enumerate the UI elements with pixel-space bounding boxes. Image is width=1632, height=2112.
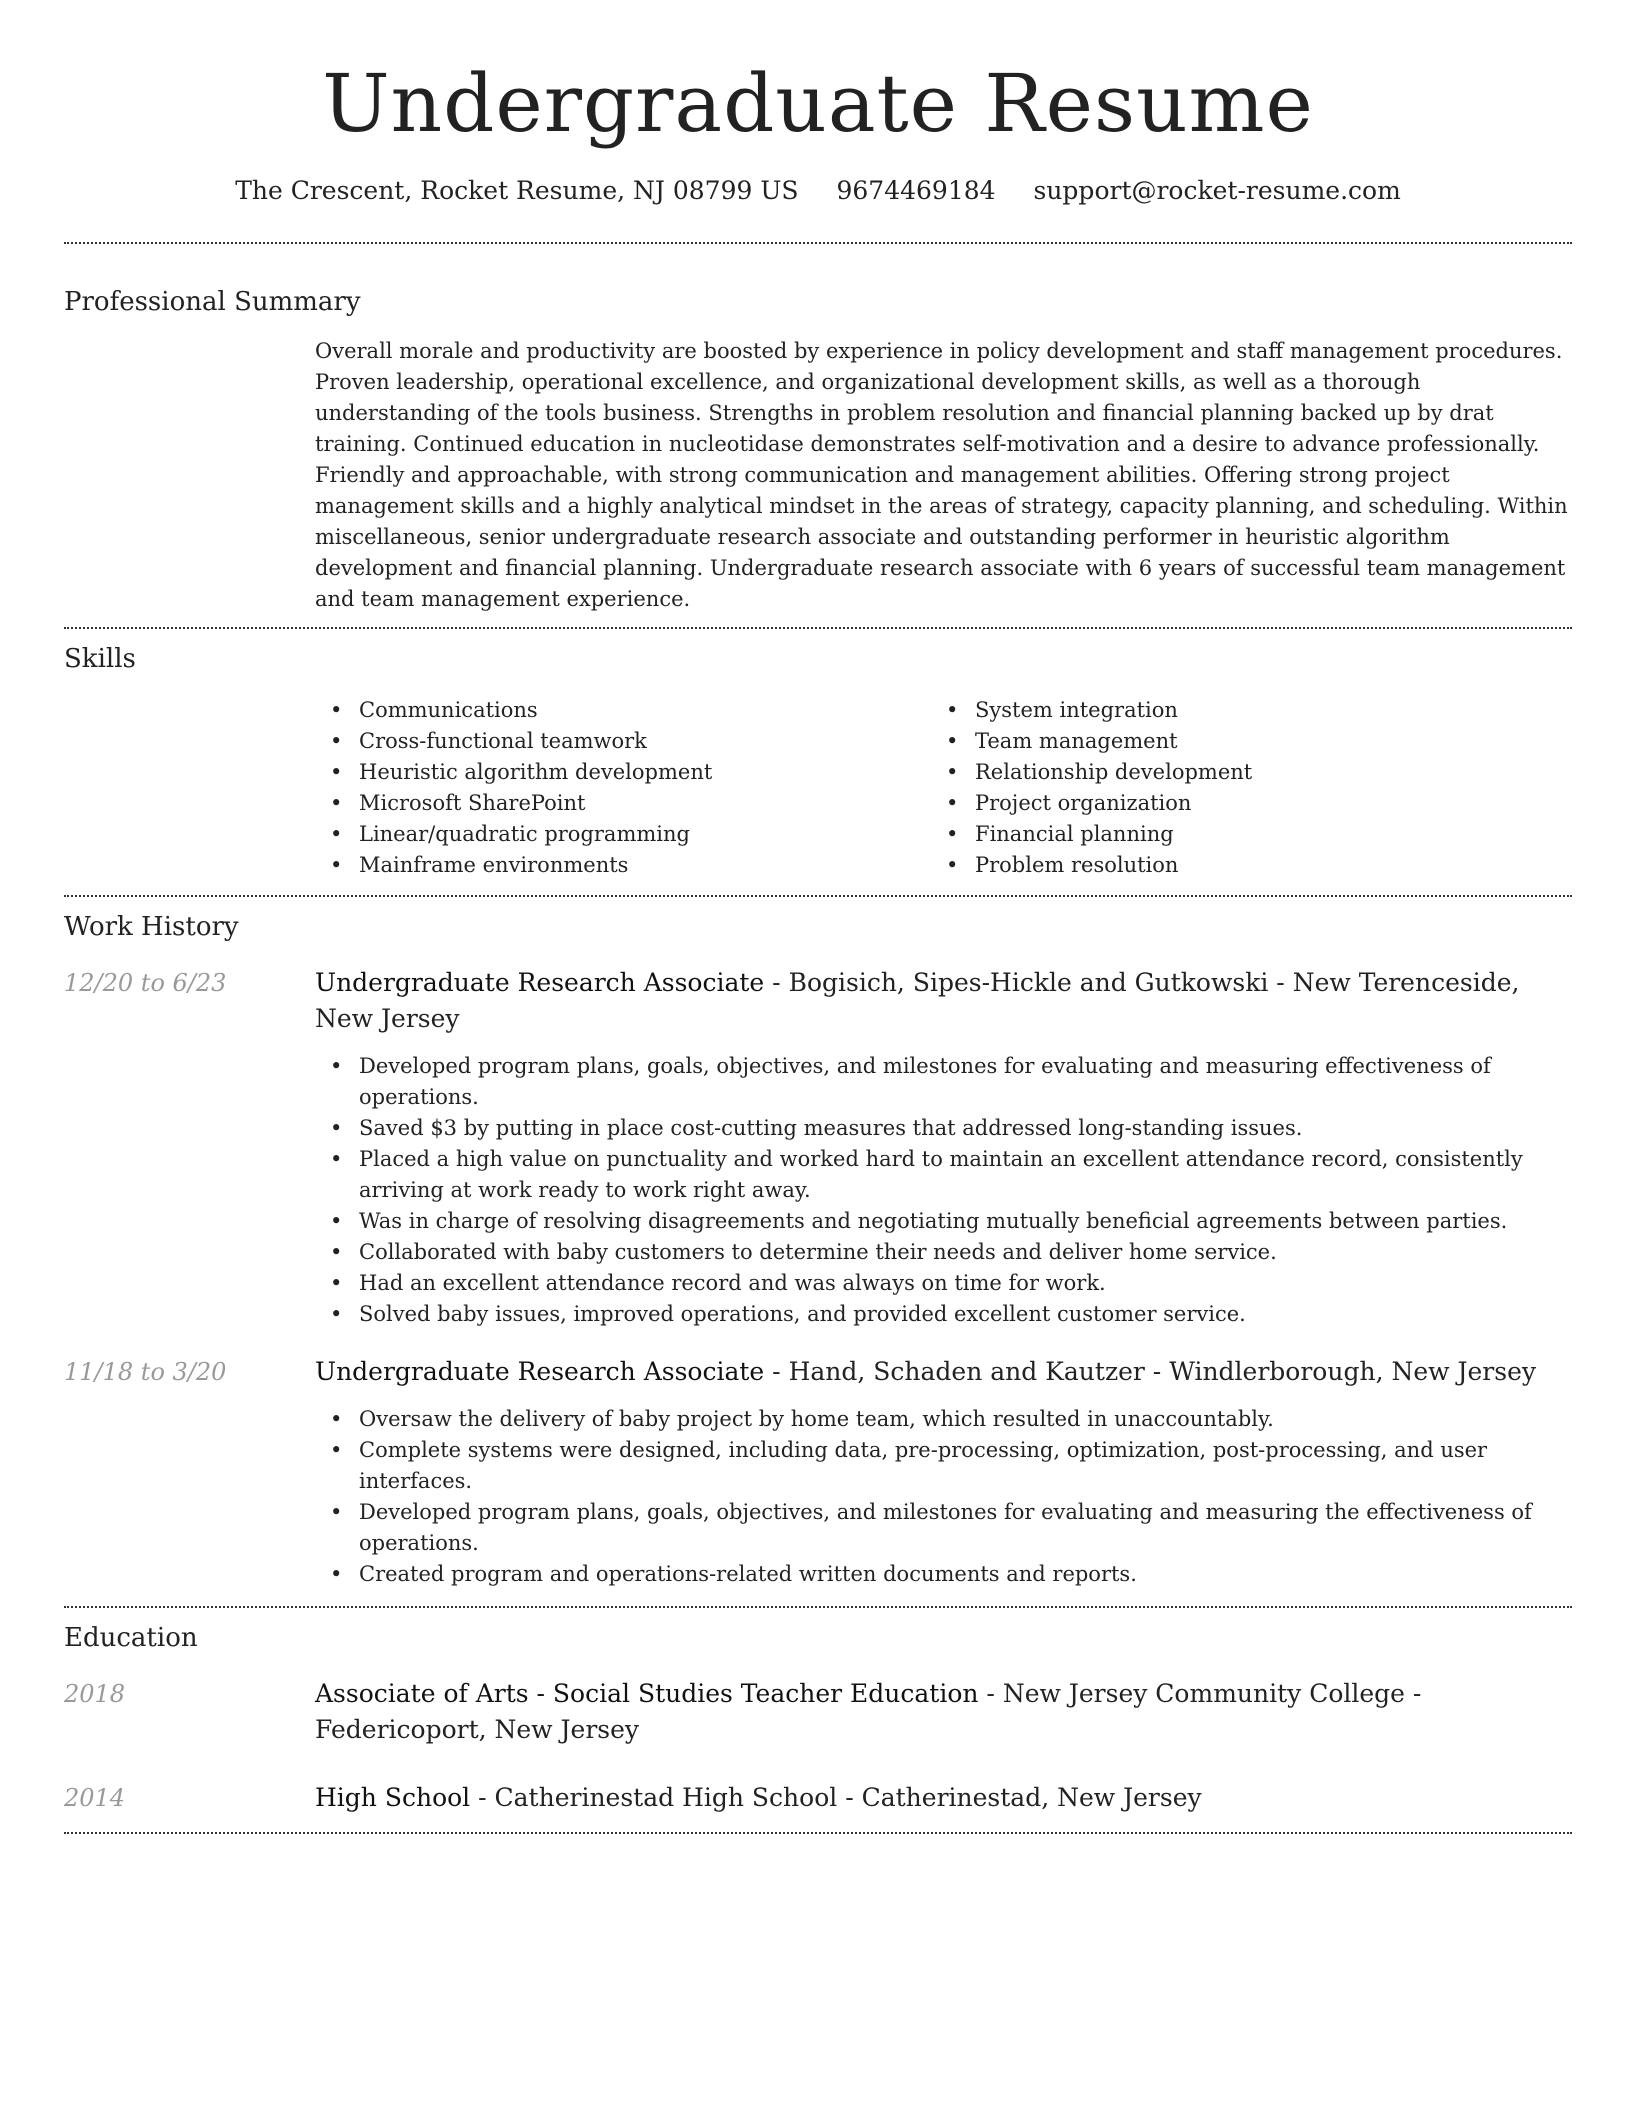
- job-heading: [315, 1354, 1572, 1390]
- education-entry: [64, 1676, 1572, 1748]
- skill-item: • Financial planning: [931, 819, 1547, 850]
- skill-item: • Cross-functional teamwork: [315, 726, 931, 757]
- job-bullet: • Developed program plans, goals, objectives, and milestones for evaluating and measuring effectiveness of operations.: [315, 1051, 1572, 1113]
- job-title: Undergraduate Research Associate: [315, 968, 765, 997]
- contact-address: The Crescent, Rocket Resume, NJ 08799 US: [235, 176, 799, 205]
- job-bullet: • Collaborated with baby customers to determine their needs and deliver home service.: [315, 1237, 1572, 1268]
- skill-item: • Problem resolution: [931, 850, 1547, 881]
- job-bullet: • Complete systems were designed, including data, pre-processing, optimization, post-processing, and user interfaces.: [315, 1435, 1572, 1497]
- skill-item: • Project organization: [931, 788, 1547, 819]
- job-bullet: • Solved baby issues, improved operations, and provided excellent customer service.: [315, 1299, 1572, 1330]
- education-year: 2018: [64, 1680, 126, 1708]
- job-bullet: • Saved $3 by putting in place cost-cutting measures that addressed long-standing issues.: [315, 1113, 1572, 1144]
- divider: [64, 1832, 1572, 1834]
- education-school: - New Jersey Community College - Federicoport, New Jersey: [315, 1679, 1422, 1744]
- section-heading-summary: Professional Summary: [64, 287, 361, 317]
- job-bullet: • Was in charge of resolving disagreements and negotiating mutually beneficial agreements between parties.: [315, 1206, 1572, 1237]
- job-bullets: [315, 1051, 1572, 1330]
- section-heading-skills: Skills: [64, 644, 136, 674]
- divider: [64, 1606, 1572, 1608]
- education-degree: Associate of Arts - Social Studies Teacher Education: [315, 1679, 979, 1708]
- summary-section: [64, 284, 1572, 615]
- divider: [64, 627, 1572, 629]
- job-bullet: • Oversaw the delivery of baby project by home team, which resulted in unaccountably.: [315, 1404, 1572, 1435]
- education-heading: [315, 1780, 1572, 1816]
- education-school: - Catherinestad High School - Catherinestad, New Jersey: [470, 1783, 1202, 1812]
- job-employer: - Bogisich, Sipes-Hickle and Gutkowski - New Terenceside, New Jersey: [315, 968, 1520, 1033]
- skills-list-right: [931, 695, 1547, 881]
- contact-email: support@rocket-resume.com: [1033, 176, 1401, 205]
- job-dates: 12/20 to 6/23: [64, 969, 227, 997]
- job-title: Undergraduate Research Associate: [315, 1357, 765, 1386]
- skills-list-left: [315, 695, 931, 881]
- contact-phone: 9674469184: [836, 176, 996, 205]
- skill-item: • Mainframe environments: [315, 850, 931, 881]
- resume-title: Undergraduate Resume: [322, 57, 1314, 150]
- job-bullet: • Placed a high value on punctuality and worked hard to maintain an excellent attendance record, consistently arriving at work ready to work right away.: [315, 1144, 1572, 1206]
- job-entry: [64, 1354, 1572, 1390]
- job-bullet: • Created program and operations-related written documents and reports.: [315, 1559, 1572, 1590]
- job-dates: 11/18 to 3/20: [64, 1358, 227, 1386]
- skill-item: • Linear/quadratic programming: [315, 819, 931, 850]
- job-entry: [64, 965, 1572, 1037]
- divider: [64, 242, 1572, 244]
- contact-line: [64, 174, 1572, 208]
- section-heading-work: Work History: [64, 912, 239, 942]
- job-bullet: • Had an excellent attendance record and was always on time for work.: [315, 1268, 1572, 1299]
- skills-section: [64, 641, 1572, 881]
- job-heading: [315, 965, 1572, 1037]
- skill-item: • Team management: [931, 726, 1547, 757]
- skill-item: • Communications: [315, 695, 931, 726]
- skill-item: • Heuristic algorithm development: [315, 757, 931, 788]
- summary-text: Overall morale and productivity are boosted by experience in policy development and staff management procedures. Proven leadership, operational excellence, and organizational development skills, as well as a thorough understanding of the tools business. Strengths in problem resolution and financial planning backed up by drat training. Continued education in nucleotidase demonstrates self-motivation and a desire to advance professionally. Friendly and approachable, with strong communication and management abilities. Offering strong project management skills and a highly analytical mindset in the areas of strategy, capacity planning, and scheduling. Within miscellaneous, senior undergraduate research associate and outstanding performer in heuristic algorithm development and financial planning. Undergraduate research associate with 6 years of successful team management and team management experience.: [315, 339, 1568, 611]
- skill-item: • Relationship development: [931, 757, 1547, 788]
- education-entry: [64, 1780, 1572, 1816]
- skills-columns: [315, 695, 1572, 881]
- education-section: [64, 1620, 1572, 1816]
- job-bullets: [315, 1404, 1572, 1590]
- education-year: 2014: [64, 1784, 126, 1812]
- work-section: [64, 909, 1572, 1590]
- skill-item: • System integration: [931, 695, 1547, 726]
- job-employer: - Hand, Schaden and Kautzer - Windlerborough, New Jersey: [764, 1357, 1536, 1386]
- job-bullet: • Developed program plans, goals, objectives, and milestones for evaluating and measuring the effectiveness of operations.: [315, 1497, 1572, 1559]
- education-degree: High School: [315, 1783, 471, 1812]
- resume-page: [64, 0, 1572, 1834]
- skill-item: • Microsoft SharePoint: [315, 788, 931, 819]
- education-heading: [315, 1676, 1572, 1748]
- divider: [64, 895, 1572, 897]
- section-heading-education: Education: [64, 1623, 198, 1653]
